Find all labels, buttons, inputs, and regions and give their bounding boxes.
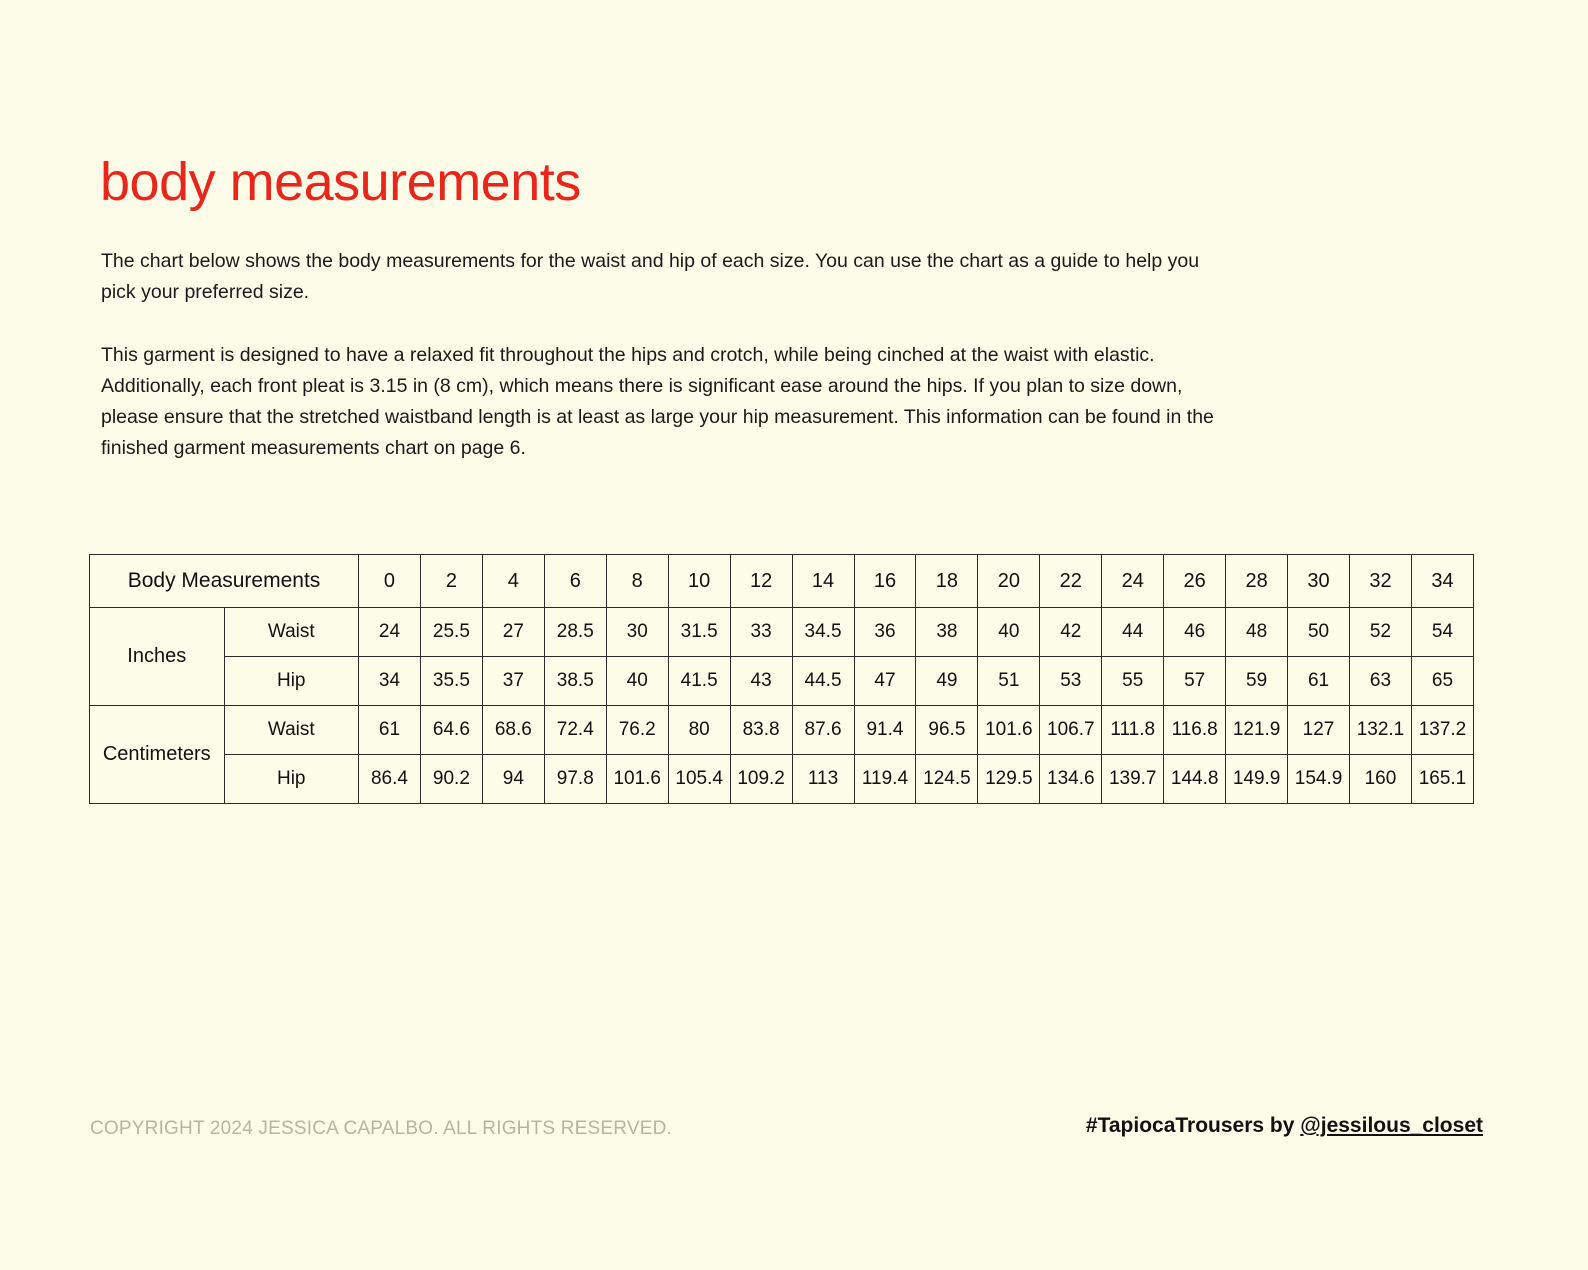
measurement-cell: 101.6 (978, 706, 1040, 755)
measurement-cell: 24 (359, 608, 421, 657)
metric-label: Hip (224, 657, 359, 706)
table-row (90, 657, 1474, 706)
table-row (90, 706, 1474, 755)
measurement-cell: 109.2 (730, 755, 792, 804)
measurement-cell: 86.4 (359, 755, 421, 804)
body-measurements-table-wrapper (89, 554, 1474, 804)
metric-label: Waist (224, 608, 359, 657)
measurement-cell: 36 (854, 608, 916, 657)
measurement-cell: 63 (1350, 657, 1412, 706)
measurement-cell: 31.5 (668, 608, 730, 657)
measurement-cell: 97.8 (544, 755, 606, 804)
measurement-cell: 55 (1102, 657, 1164, 706)
measurement-cell: 160 (1350, 755, 1412, 804)
measurement-cell: 38.5 (544, 657, 606, 706)
size-column-header: 30 (1288, 555, 1350, 608)
measurement-cell: 41.5 (668, 657, 730, 706)
measurement-cell: 91.4 (854, 706, 916, 755)
size-column-header: 22 (1040, 555, 1102, 608)
size-column-header: 10 (668, 555, 730, 608)
measurement-cell: 43 (730, 657, 792, 706)
size-column-header: 26 (1164, 555, 1226, 608)
unit-label: Inches (90, 608, 225, 706)
size-column-header: 14 (792, 555, 854, 608)
measurement-cell: 129.5 (978, 755, 1040, 804)
size-column-header: 18 (916, 555, 978, 608)
measurement-cell: 121.9 (1226, 706, 1288, 755)
metric-label: Hip (224, 755, 359, 804)
measurement-cell: 72.4 (544, 706, 606, 755)
measurement-cell: 87.6 (792, 706, 854, 755)
measurement-cell: 34.5 (792, 608, 854, 657)
measurement-cell: 44.5 (792, 657, 854, 706)
measurement-cell: 149.9 (1226, 755, 1288, 804)
measurement-cell: 105.4 (668, 755, 730, 804)
body-measurements-table (89, 554, 1474, 804)
measurement-cell: 33 (730, 608, 792, 657)
measurement-cell: 53 (1040, 657, 1102, 706)
table-header-row (90, 555, 1474, 608)
instagram-handle-link[interactable]: @jessilous_closet (1300, 1114, 1483, 1137)
size-column-header: 16 (854, 555, 916, 608)
measurement-cell: 27 (482, 608, 544, 657)
measurement-cell: 44 (1102, 608, 1164, 657)
measurement-cell: 46 (1164, 608, 1226, 657)
table-row (90, 755, 1474, 804)
measurement-cell: 96.5 (916, 706, 978, 755)
measurement-cell: 30 (606, 608, 668, 657)
measurement-cell: 49 (916, 657, 978, 706)
metric-label: Waist (224, 706, 359, 755)
measurement-cell: 52 (1350, 608, 1412, 657)
measurement-cell: 83.8 (730, 706, 792, 755)
size-column-header: 20 (978, 555, 1040, 608)
measurement-cell: 40 (606, 657, 668, 706)
size-column-header: 2 (420, 555, 482, 608)
size-column-header: 32 (1350, 555, 1412, 608)
size-column-header: 4 (482, 555, 544, 608)
measurement-cell: 111.8 (1102, 706, 1164, 755)
measurement-cell: 116.8 (1164, 706, 1226, 755)
table-corner-label: Body Measurements (90, 555, 359, 608)
measurement-cell: 113 (792, 755, 854, 804)
measurement-cell: 68.6 (482, 706, 544, 755)
measurement-cell: 137.2 (1411, 706, 1473, 755)
unit-label: Centimeters (90, 706, 225, 804)
measurement-cell: 51 (978, 657, 1040, 706)
measurement-cell: 61 (1288, 657, 1350, 706)
measurement-cell: 165.1 (1411, 755, 1473, 804)
measurement-cell: 48 (1226, 608, 1288, 657)
intro-text (101, 246, 1221, 464)
measurement-cell: 47 (854, 657, 916, 706)
measurement-cell: 132.1 (1350, 706, 1412, 755)
measurement-cell: 59 (1226, 657, 1288, 706)
measurement-cell: 144.8 (1164, 755, 1226, 804)
page-title: body measurements (100, 152, 581, 213)
table-row (90, 608, 1474, 657)
measurement-cell: 76.2 (606, 706, 668, 755)
measurement-cell: 124.5 (916, 755, 978, 804)
measurement-cell: 106.7 (1040, 706, 1102, 755)
hashtag-label: #TapiocaTrousers by (1085, 1114, 1301, 1137)
measurement-cell: 28.5 (544, 608, 606, 657)
size-column-header: 6 (544, 555, 606, 608)
measurement-cell: 54 (1411, 608, 1473, 657)
measurement-cell: 94 (482, 755, 544, 804)
measurement-cell: 127 (1288, 706, 1350, 755)
measurement-cell: 34 (359, 657, 421, 706)
measurement-cell: 61 (359, 706, 421, 755)
measurement-cell: 40 (978, 608, 1040, 657)
measurement-cell: 50 (1288, 608, 1350, 657)
intro-paragraph-2: This garment is designed to have a relaxed fit throughout the hips and crotch, while being cinched at the waist with elastic. Additionally, each front pleat is 3.15 in (8 cm), which means there is significant ease around the hips. If you plan to size down, please ensure that the stretched waistband length is at least as large your hip measurement. This information can be found in the finished garment measurements chart on page 6. (101, 344, 1214, 459)
measurement-cell: 25.5 (420, 608, 482, 657)
size-column-header: 34 (1411, 555, 1473, 608)
size-column-header: 28 (1226, 555, 1288, 608)
size-column-header: 12 (730, 555, 792, 608)
size-column-header: 24 (1102, 555, 1164, 608)
measurement-cell: 57 (1164, 657, 1226, 706)
measurement-cell: 80 (668, 706, 730, 755)
measurement-cell: 139.7 (1102, 755, 1164, 804)
measurement-cell: 65 (1411, 657, 1473, 706)
measurement-cell: 90.2 (420, 755, 482, 804)
measurement-cell: 64.6 (420, 706, 482, 755)
measurement-cell: 38 (916, 608, 978, 657)
intro-paragraph-1: The chart below shows the body measurements for the waist and hip of each size. You can use the chart as a guide to help you pick your preferred size. (101, 250, 1200, 303)
copyright-notice: COPYRIGHT 2024 JESSICA CAPALBO. ALL RIGHTS RESERVED. (90, 1118, 673, 1139)
measurement-cell: 134.6 (1040, 755, 1102, 804)
footer-credit (1086, 1114, 1483, 1138)
measurement-cell: 42 (1040, 608, 1102, 657)
measurement-cell: 35.5 (420, 657, 482, 706)
size-column-header: 0 (359, 555, 421, 608)
measurement-cell: 101.6 (606, 755, 668, 804)
size-column-header: 8 (606, 555, 668, 608)
measurement-cell: 37 (482, 657, 544, 706)
measurement-cell: 154.9 (1288, 755, 1350, 804)
measurement-cell: 119.4 (854, 755, 916, 804)
